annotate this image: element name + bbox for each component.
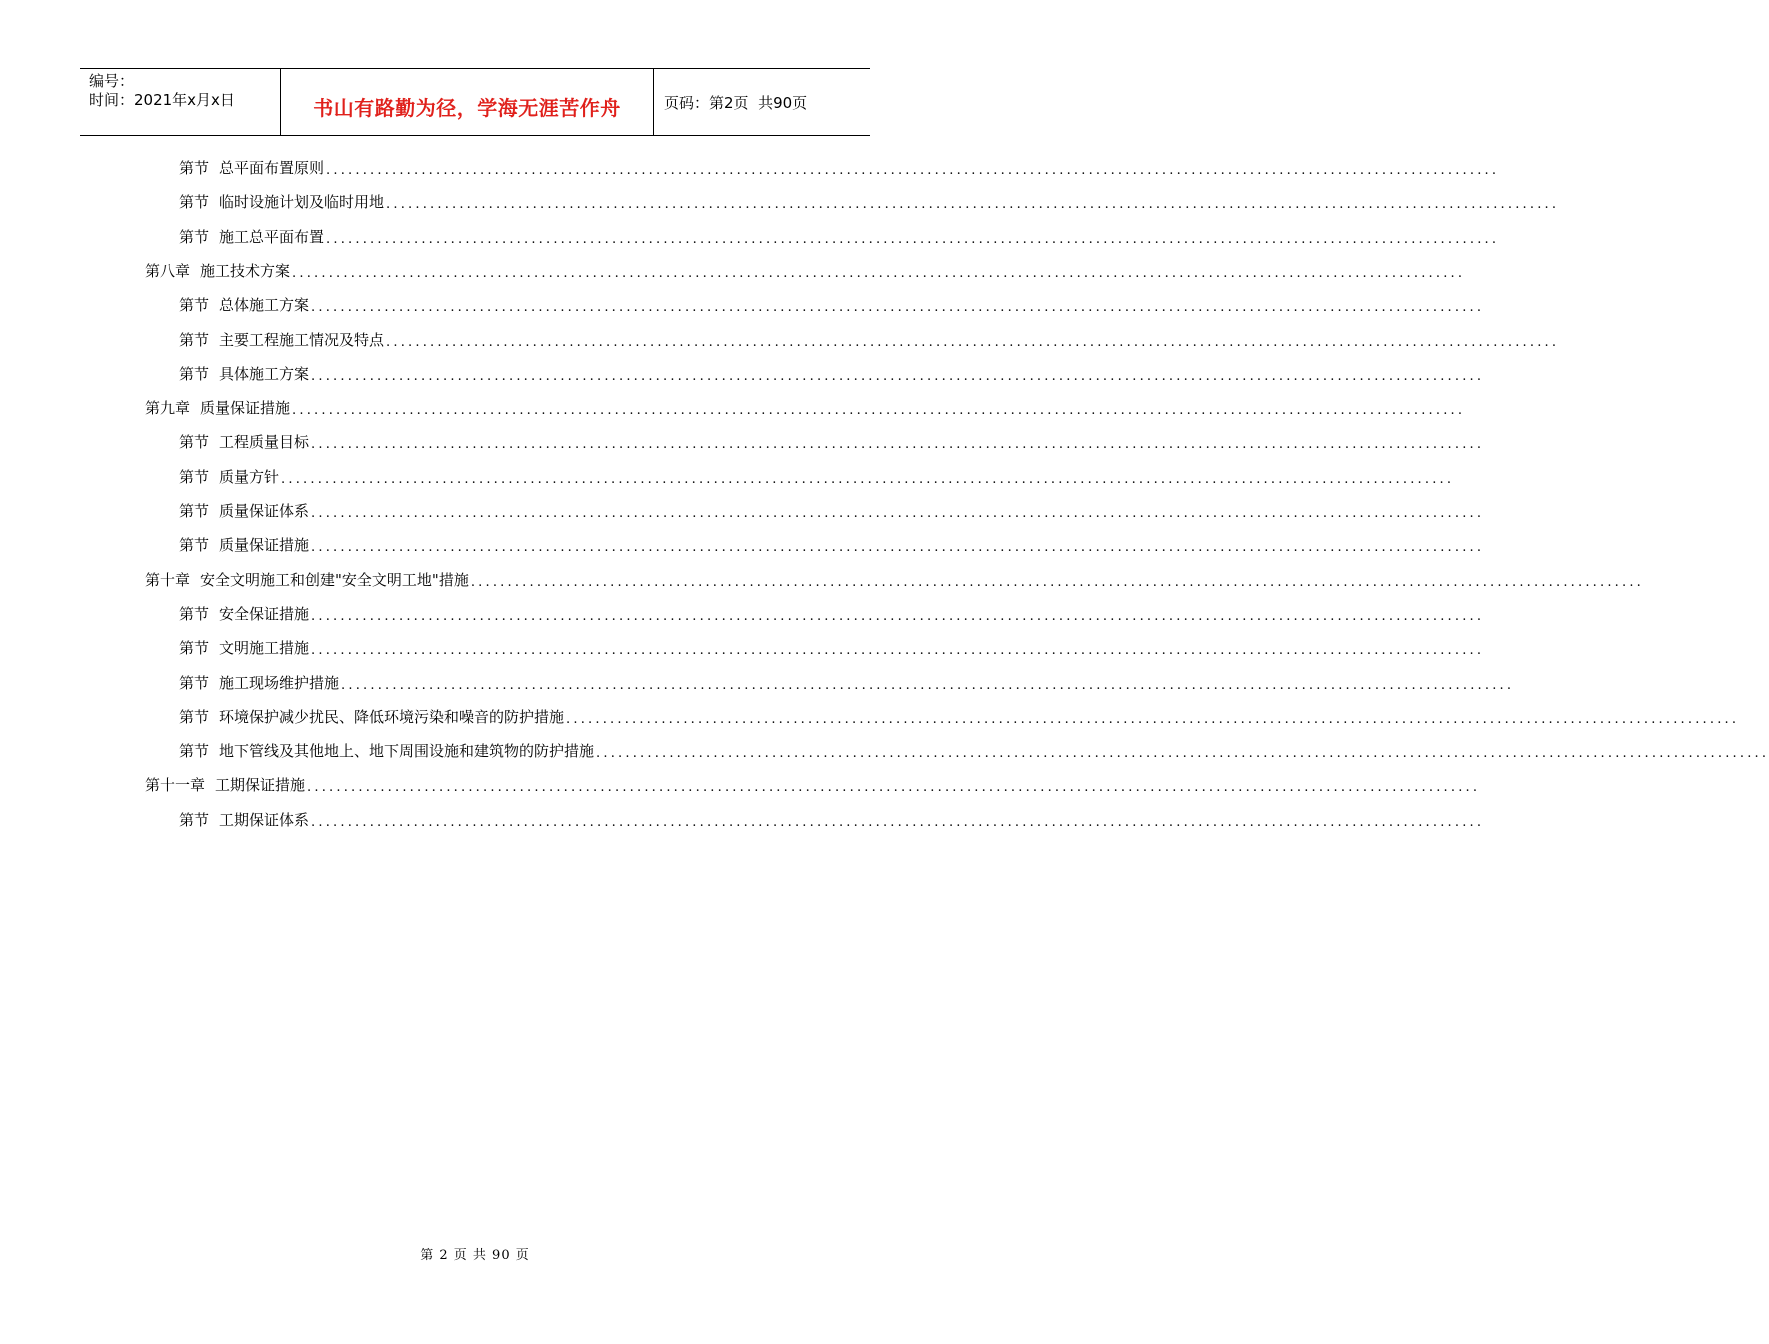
toc-entry-number: 第节 [179,707,210,726]
toc-entry-title: 质量保证措施 [200,399,291,418]
toc-entry-number: 第节 [179,433,210,452]
toc-dot-leader: ................................................................................................................................................................ [292,403,1466,419]
toc-entry-number: 第节 [179,639,210,658]
toc-entry-number: 第节 [179,742,210,761]
page-footer: 第 2 页 共 90 页 [420,1248,530,1263]
toc-section-entry [179,533,1485,556]
toc-entry-number: 第节 [179,502,210,520]
toc-section-entry [179,499,1485,521]
toc-entry-number: 第节 [179,536,210,555]
toc-chapter-entry [145,396,1466,419]
toc-entry-title: 工程质量目标 [219,433,310,452]
toc-entry-number: 第节 [179,467,210,486]
header-motto: 书山有路勤为径，学海无涯苦作舟 [313,95,621,120]
toc-dot-leader: ................................................................................................................................................................ [386,197,1560,213]
toc-entry-title: 总平面布置原则 [219,159,325,177]
header-meta-cell [80,69,281,135]
toc-dot-leader: ................................................................................................................................................................ [311,506,1485,521]
toc-entry-title: 安全文明施工和创建"安全文明工地"措施 [200,570,469,589]
toc-chapter-entry [145,259,1466,281]
toc-entry-number: 第十章 [145,570,191,589]
toc-dot-leader: ................................................................................................................................................................ [311,814,1485,830]
toc-entry-number: 第节 [179,193,210,212]
toc-entry-title: 主要工程施工情况及特点 [219,330,385,349]
toc-entry-title: 质量方针 [219,467,280,486]
toc-section-entry [179,328,1560,350]
toc-entry-number: 第十一章 [145,776,206,795]
toc-dot-leader: ................................................................................................................................................................ [341,677,1515,693]
toc-dot-leader: ................................................................................................................................................................ [311,368,1485,384]
toc-section-entry [179,739,1769,762]
toc-section-entry [179,465,1455,487]
toc-section-entry [179,225,1500,247]
toc-entry-number: 第节 [179,227,210,246]
toc-section-entry [179,362,1485,384]
toc-section-entry [179,190,1560,213]
toc-entry-number: 第节 [179,604,210,623]
toc-section-entry [179,671,1515,693]
toc-entry-title: 质量保证措施 [219,536,310,555]
toc-entry-title: 地下管线及其他地上、地下周围设施和建筑物的防护措施 [219,742,595,761]
toc-dot-leader: ................................................................................................................................................................ [292,265,1466,281]
toc-dot-leader: ................................................................................................................................................................ [326,231,1500,247]
toc-section-entry [179,636,1485,659]
toc-dot-leader: ................................................................................................................................................................ [326,163,1500,178]
toc-dot-leader: ................................................................................................................................................................ [470,574,1644,590]
toc-section-entry [179,293,1485,316]
toc-entry-title: 施工技术方案 [200,261,291,280]
toc-dot-leader: ................................................................................................................................................................ [311,300,1485,316]
toc-dot-leader: ................................................................................................................................................................ [307,780,1481,796]
toc-entry-title: 总体施工方案 [219,296,310,315]
toc-dot-leader: ................................................................................................................................................................ [311,608,1485,624]
toc-section-entry [179,156,1500,178]
toc-entry-number: 第节 [179,330,210,349]
toc-entry-number: 第节 [179,159,210,177]
toc-entry-title: 工期保证措施 [215,776,306,795]
toc-entry-title: 环境保护减少扰民、降低环境污染和噪音的防护措施 [219,707,565,726]
toc-entry-number: 第节 [179,364,210,383]
toc-dot-leader: ................................................................................................................................................................ [311,643,1485,659]
toc-entry-title: 临时设施计划及临时用地 [219,193,385,212]
toc-entry-title: 施工现场维护措施 [219,673,340,692]
toc-entry-title: 工期保证体系 [219,810,310,829]
toc-entry-title: 施工总平面布置 [219,227,325,246]
toc-entry-title: 安全保证措施 [219,604,310,623]
toc-entry-number: 第节 [179,296,210,315]
toc-chapter-entry [145,773,1481,796]
document-time-label: 时间：2021年x月x日 [89,91,235,109]
header-page-cell [654,69,870,135]
toc-dot-leader: ................................................................................................................................................................ [566,711,1740,727]
toc-section-entry [179,430,1485,453]
toc-chapter-entry [145,568,1644,590]
document-number-label: 编号： [89,72,135,90]
toc-dot-leader: ................................................................................................................................................................ [596,746,1769,762]
header-motto-cell [281,69,654,135]
toc-section-entry [179,705,1740,727]
header-page-info: 页码：第2页 共90页 [664,93,808,112]
toc-entry-number: 第八章 [145,261,191,280]
toc-entry-title: 具体施工方案 [219,364,310,383]
toc-entry-number: 第节 [179,673,210,692]
toc-section-entry [179,602,1485,624]
page-header [80,68,870,136]
toc-dot-leader: ................................................................................................................................................................ [311,437,1485,453]
toc-entry-title: 文明施工措施 [219,639,310,658]
toc-dot-leader: ................................................................................................................................................................ [386,334,1560,350]
toc-entry-title: 质量保证体系 [219,502,310,520]
toc-section-entry [179,808,1485,830]
toc-dot-leader: ................................................................................................................................................................ [281,471,1455,487]
toc-entry-number: 第九章 [145,399,191,418]
toc-dot-leader: ................................................................................................................................................................ [311,540,1485,556]
toc-entry-number: 第节 [179,810,210,829]
